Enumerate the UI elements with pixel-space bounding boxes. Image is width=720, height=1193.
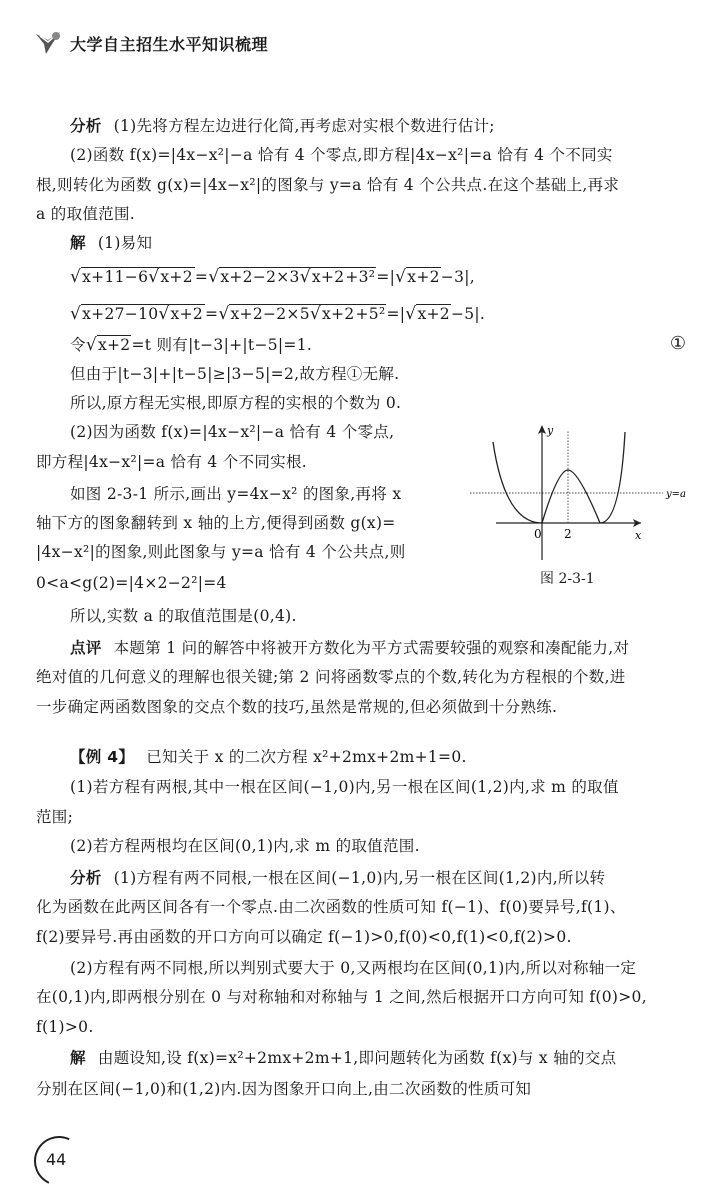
text-run: +3²	[345, 268, 376, 286]
y-equals-a-label: y=a	[666, 489, 686, 500]
text-run: 本题第 1 问的解答中将被开方数化为平方式需要较强的观察和凑配能力,对	[113, 639, 630, 657]
radicand: x+2	[407, 268, 440, 286]
section-label: 解	[70, 234, 86, 252]
text-run: 如图 2-3-1 所示,画出 y=4x−x² 的图象,再将 x	[70, 485, 402, 503]
radical-sign-icon: √	[85, 335, 97, 355]
radical-sign-icon: √	[309, 304, 322, 324]
text-line	[36, 897, 626, 917]
text-run: f(2)要异号.再由函数的开口方向可以确定 f(−1)>0,f(0)<0,f(1)<0,f(2)>0.	[36, 928, 572, 946]
figure-graph	[470, 420, 700, 574]
radical-sign-icon: √	[158, 304, 170, 324]
text-line	[36, 1079, 531, 1099]
text-run: =|	[376, 268, 396, 286]
text-line	[36, 542, 406, 562]
text-line	[70, 422, 394, 442]
square-root	[148, 267, 194, 287]
text-run: |4x−x²|的图象,则此图象与 y=a 恰有 4 个公共点,则	[36, 543, 406, 561]
square-root	[208, 267, 376, 287]
text-line	[36, 573, 227, 593]
text-run: =|	[386, 305, 406, 323]
text-run: 已知关于 x 的二次方程 x²+2mx+2m+1=0.	[146, 748, 467, 766]
section-label: 点评	[70, 639, 102, 657]
text-line	[36, 452, 307, 472]
square-root	[300, 267, 346, 287]
running-header	[34, 30, 268, 56]
book-logo-icon	[34, 30, 64, 56]
square-root	[158, 304, 204, 324]
text-run: (2)因为函数 f(x)=|4x−x²|−a 恰有 4 个零点,	[70, 423, 395, 441]
text-line	[70, 364, 399, 384]
text-line	[36, 175, 619, 195]
text-run: 根,则转化为函数 g(x)=|4x−x²|的图象与 y=a 恰有 4 个公共点.在这个基础上,再求	[36, 176, 620, 194]
text-line	[70, 638, 629, 658]
text-run: (1)先将方程左边进行化简,再考虑对实根个数进行估计;	[113, 117, 495, 135]
text-line	[70, 1048, 616, 1068]
text-run: 令	[70, 336, 86, 354]
section-label: 分析	[70, 117, 102, 135]
text-line	[70, 777, 619, 797]
text-line	[36, 927, 572, 947]
text-line	[36, 667, 626, 687]
text-line	[70, 145, 613, 165]
text-line	[70, 958, 636, 978]
text-run: 在(0,1)内,即两根分别在 0 与对称轴和对称轴与 1 之间,然后根据开口方向可知 f(0)>0,	[36, 988, 647, 1006]
text-run: 所以,实数 a 的取值范围是(0,4).	[70, 607, 297, 625]
text-run: 即方程|4x−x²|=a 恰有 4 个不同实根.	[36, 453, 307, 471]
text-run: −3|,	[440, 268, 475, 286]
text-run: (1)若方程有两根,其中一根在区间(−1,0)内,另一根在区间(1,2)内,求 m 的取值	[70, 778, 619, 796]
text-line	[70, 606, 297, 626]
section-label: 分析	[70, 869, 102, 887]
radical-sign-icon: √	[395, 267, 407, 287]
radicand: x+2	[97, 336, 131, 354]
radicand: x+2	[417, 305, 450, 323]
square-root	[70, 304, 205, 324]
text-line	[70, 393, 401, 413]
page-number: 44	[46, 1150, 67, 1169]
text-line	[36, 1017, 94, 1037]
text-run: x+2−2×3	[220, 268, 300, 286]
radicand: x+2	[160, 268, 193, 286]
figure-caption: 图 2-3-1	[540, 571, 595, 587]
text-run: (1)易知	[97, 234, 153, 252]
text-run: (2)函数 f(x)=|4x−x²|−a 恰有 4 个零点,即方程|4x−x²|=a 恰有 4 个不同实	[70, 146, 613, 164]
text-line	[70, 747, 467, 767]
text-line	[36, 513, 396, 533]
text-line	[70, 484, 401, 504]
text-run: 由题设知,设 f(x)=x²+2mx+2m+1,即问题转化为函数 f(x)与 x 轴的交点	[97, 1049, 617, 1067]
text-run: =t 则有|t−3|+|t−5|=1.	[131, 336, 313, 354]
square-root	[86, 335, 132, 355]
radical-sign-icon: √	[148, 267, 160, 287]
radicand	[229, 304, 386, 323]
square-root	[310, 304, 356, 324]
text-run: 化为函数在此两区间各有一个零点.由二次函数的性质可知 f(−1)、f(0)要异号,f(1)、	[36, 898, 626, 916]
section-label: 解	[70, 1049, 86, 1067]
text-line	[70, 233, 152, 253]
radicand: x+2	[311, 268, 345, 286]
x-axis-label: x	[635, 529, 642, 542]
text-run: f(1)>0.	[36, 1018, 94, 1036]
text-line	[70, 267, 475, 287]
text-run: 一步确定两函数图象的交点个数的技巧,虽然是常规的,但必须做到十分熟练.	[36, 698, 558, 716]
radicand	[219, 267, 376, 286]
radical-sign-icon: √	[70, 304, 82, 324]
radical-sign-icon: √	[70, 267, 82, 287]
text-run: 绝对值的几何意义的理解也很关键;第 2 问将函数零点的个数,转化为方程根的个数,进	[36, 668, 626, 686]
text-run: x+27−10	[82, 305, 159, 323]
text-run: 轴下方的图象翻转到 x 轴的上方,便得到函数 g(x)=	[36, 514, 396, 532]
origin-label: 0	[534, 527, 542, 541]
text-line	[70, 836, 420, 856]
section-label: 【例 4】	[70, 748, 135, 766]
text-line	[36, 807, 73, 827]
text-run: a 的取值范围.	[36, 205, 135, 223]
book-title: 大学自主招生水平知识梳理	[70, 34, 269, 54]
text-run: (2)若方程两根均在区间(0,1)内,求 m 的取值范围.	[70, 837, 420, 855]
text-line	[36, 987, 647, 1007]
text-run: x+2−2×5	[230, 305, 310, 323]
text-line	[70, 116, 495, 136]
radical-sign-icon: √	[208, 267, 220, 287]
radical-sign-icon: √	[405, 304, 417, 324]
y-axis-label: y	[547, 424, 554, 437]
square-root	[395, 267, 441, 287]
text-run: =	[194, 268, 209, 286]
text-line	[36, 204, 135, 224]
text-run: (1)方程有两不同根,一根在区间(−1,0)内,另一根在区间(1,2)内,所以转	[113, 869, 606, 887]
text-run: x+11−6	[82, 268, 149, 286]
square-root	[405, 304, 451, 324]
radicand: x+2	[322, 305, 355, 323]
text-run: (2)方程有两不同根,所以判别式要大于 0,又两根均在区间(0,1)内,所以对称轴一定	[70, 959, 637, 977]
text-line	[70, 304, 485, 324]
square-root	[70, 267, 195, 287]
text-line	[70, 868, 605, 888]
text-run: −5|.	[450, 305, 486, 323]
square-root	[218, 304, 386, 324]
text-run: +5²	[355, 305, 386, 323]
text-run: 分别在区间(−1,0)和(1,2)内.因为图象开口向上,由二次函数的性质可知	[36, 1080, 532, 1098]
text-run: 范围;	[36, 808, 74, 826]
text-run: 0<a<g(2)=|4×2−2²|=4	[36, 574, 227, 592]
text-run: =	[205, 305, 219, 323]
radical-sign-icon: √	[299, 267, 311, 287]
radicand	[81, 304, 205, 323]
radicand: x+2	[170, 305, 204, 323]
text-line	[36, 697, 557, 717]
tick-2-label: 2	[564, 527, 572, 541]
text-run: 所以,原方程无实根,即原方程的实根的个数为 0.	[70, 394, 402, 412]
text-run: 但由于|t−3|+|t−5|≥|3−5|=2,故方程①无解.	[70, 365, 400, 383]
radicand	[81, 267, 195, 286]
text-line	[70, 335, 312, 355]
equation-number: ①	[669, 333, 686, 354]
radical-sign-icon: √	[218, 304, 230, 324]
graph-curve	[493, 432, 625, 523]
